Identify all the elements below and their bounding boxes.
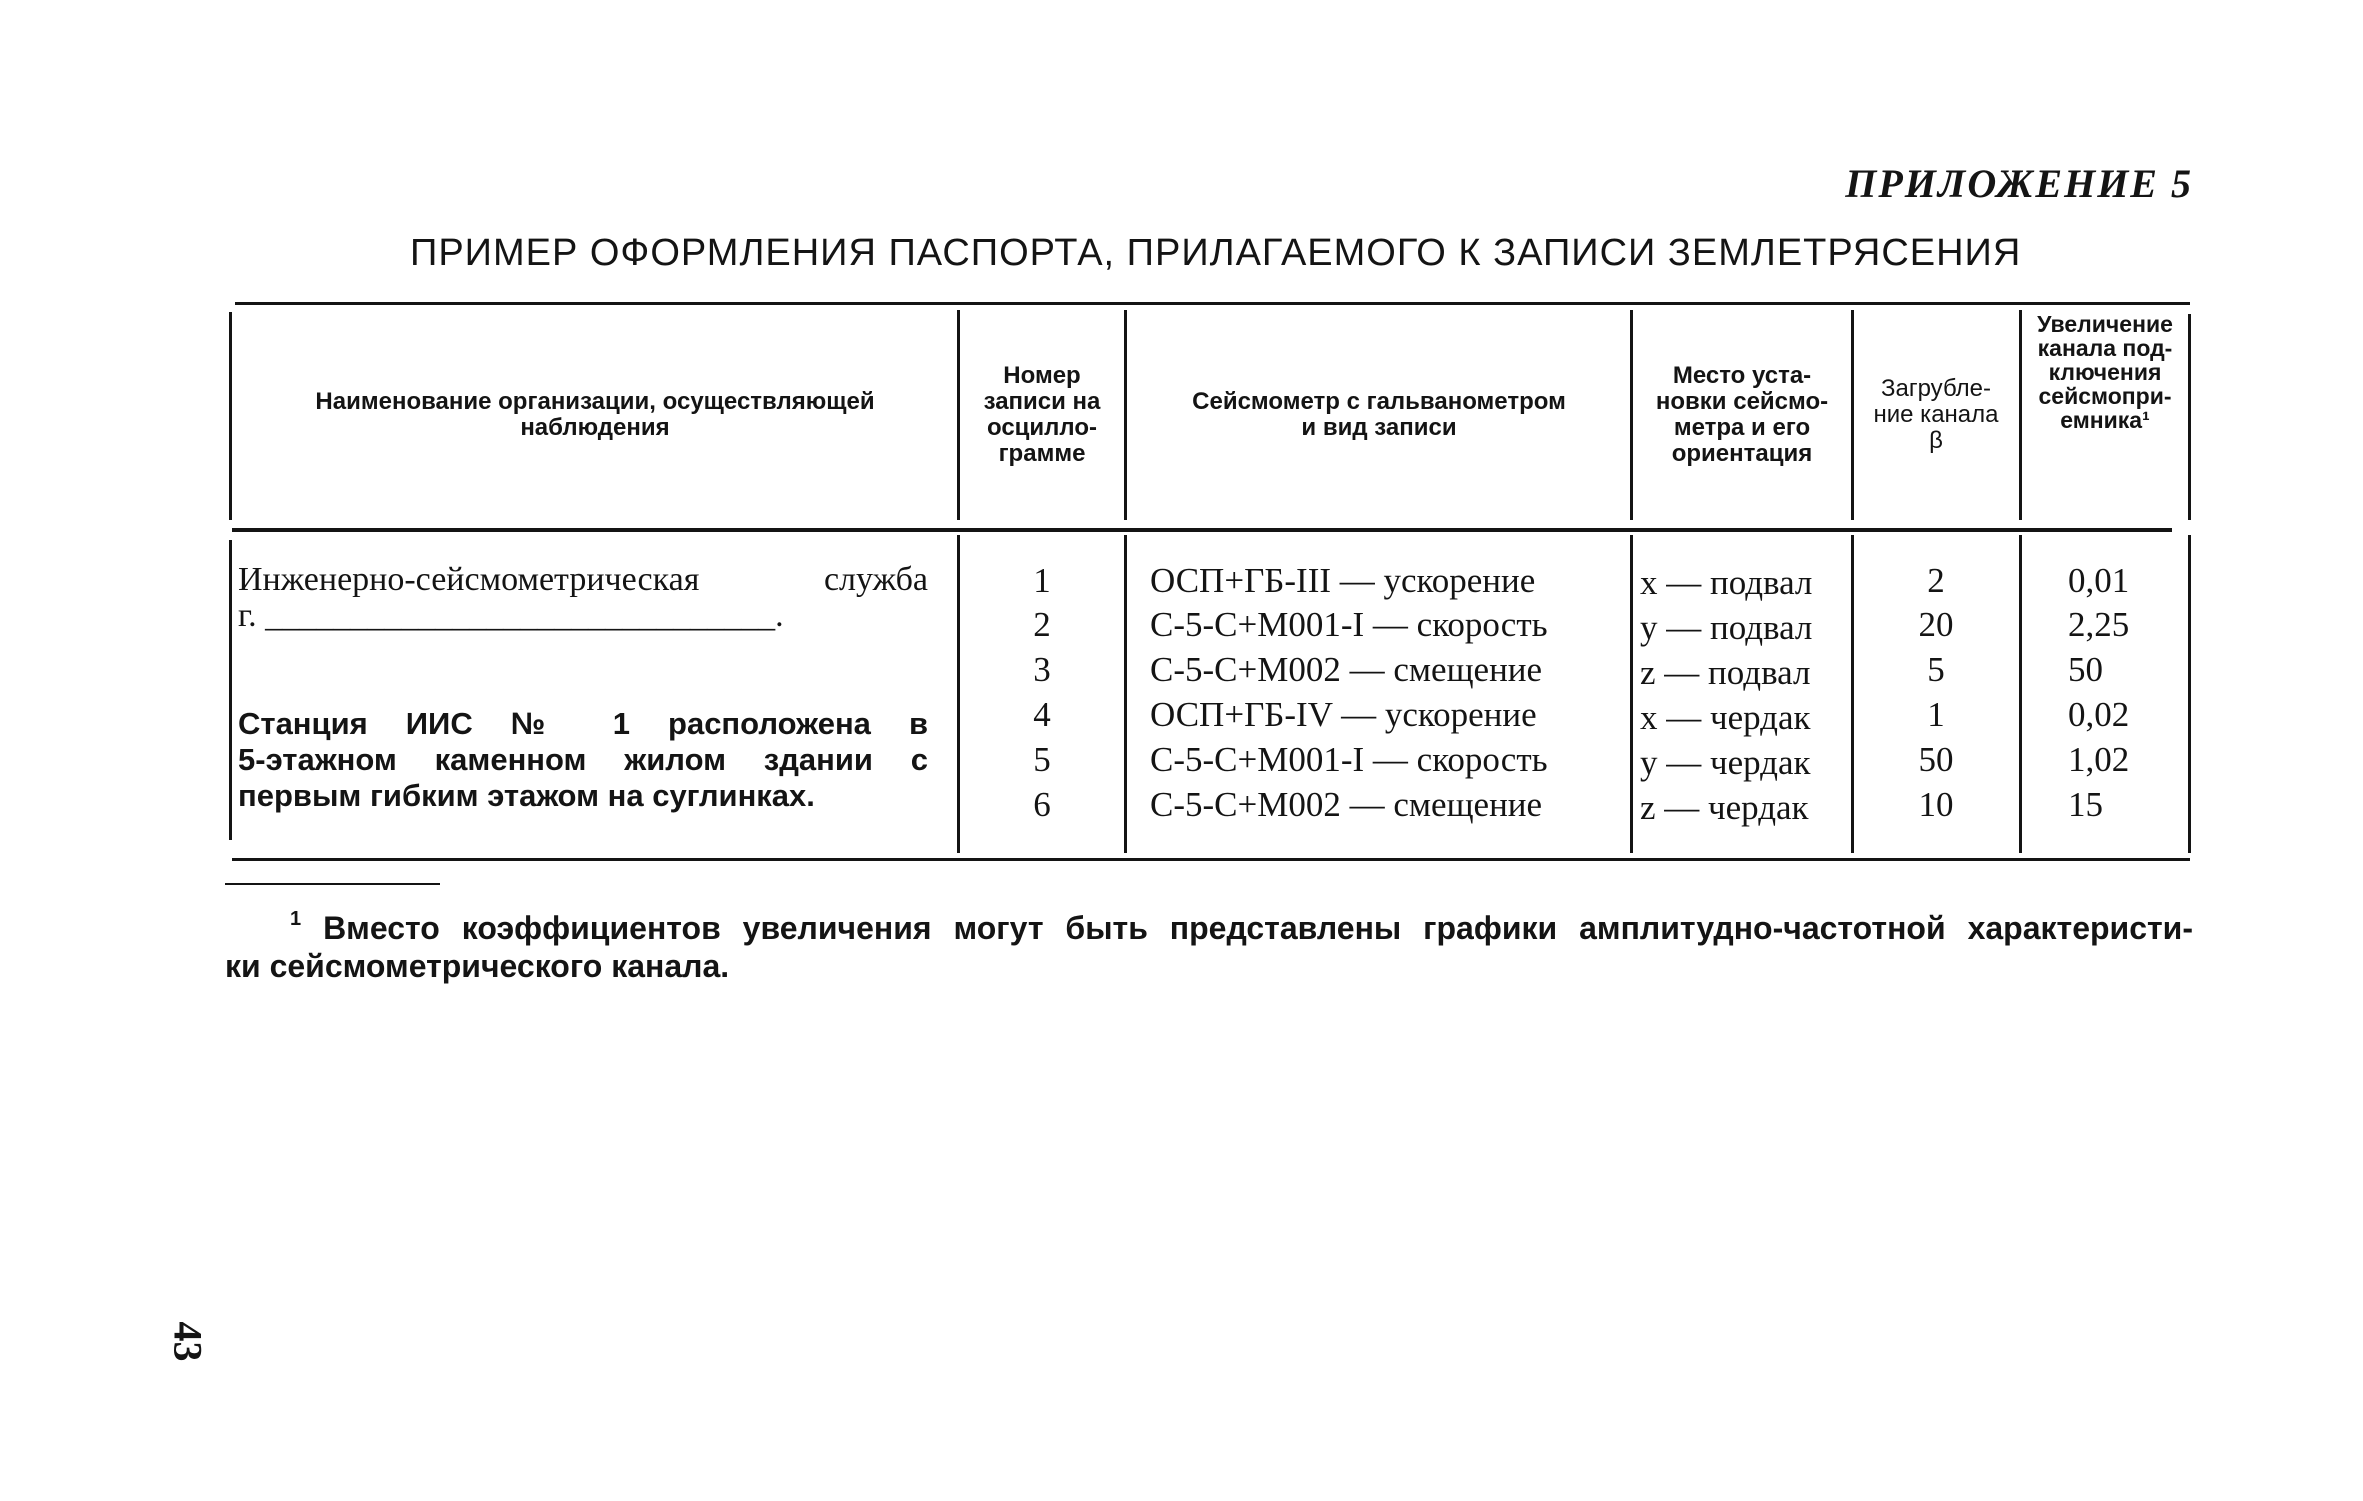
header-location: Место уста- новки сейсмо- метра и его ориентация xyxy=(1655,362,1829,467)
table-row-3-gain: 5 xyxy=(1927,650,1945,689)
footnote-separator xyxy=(225,883,440,885)
col-divider xyxy=(1124,535,1127,853)
col-divider xyxy=(1124,310,1127,520)
page-number: 43 xyxy=(165,1321,211,1362)
col-divider xyxy=(1630,535,1633,853)
col-divider xyxy=(229,540,232,840)
table-row-1-location: x — подвал xyxy=(1640,563,1813,602)
appendix-label: ПРИЛОЖЕНИЕ 5 xyxy=(1845,161,2193,206)
table-row-3-seismometer: С-5-С+М002 — смещение xyxy=(1150,650,1543,689)
col-divider xyxy=(957,535,960,853)
table-top-rule xyxy=(235,302,2190,305)
table-row-3-no: 3 xyxy=(1033,650,1051,689)
table-row-5-no: 5 xyxy=(1033,740,1051,779)
table-row-4-location: x — чердак xyxy=(1640,698,1811,737)
table-row-3-mag: 50 xyxy=(2068,650,2103,689)
footnote xyxy=(225,900,2193,985)
table-row-3-location: z — подвал xyxy=(1640,653,1811,692)
table-row-5-gain: 50 xyxy=(1918,740,1954,779)
header-org: Наименование организации, осуществляющей наблюдения xyxy=(315,388,875,441)
table-row-2-mag: 2,25 xyxy=(2068,605,2130,644)
table-row-1-mag: 0,01 xyxy=(2068,561,2130,600)
table-row-4-mag: 0,02 xyxy=(2068,695,2130,734)
header-record-no: Номер записи на осцилло- грамме xyxy=(983,362,1101,467)
footnote-line-2: ки сейсмометрического канала. xyxy=(225,948,730,984)
col-divider xyxy=(2019,535,2022,853)
col-divider xyxy=(957,310,960,520)
col-divider xyxy=(1851,310,1854,520)
table-row-4-seismometer: ОСП+ГБ-IV — ускорение xyxy=(1150,695,1537,734)
station-line-2: 5-этажном каменном жилом здании с xyxy=(238,742,928,777)
table-row-5-seismometer: С-5-С+М001-I — скорость xyxy=(1150,740,1548,779)
org-city-line: г. ______________________________. xyxy=(238,597,784,634)
table-row-2-location: y — подвал xyxy=(1640,608,1813,647)
header-magnification: Увеличение канала под- ключения сейсмопри- емника¹ xyxy=(2037,311,2173,433)
table-row-6-location: z — чердак xyxy=(1640,788,1809,827)
table-row-6-seismometer: С-5-С+М002 — смещение xyxy=(1150,785,1543,824)
org-cell xyxy=(238,562,928,814)
document-title: ПРИМЕР ОФОРМЛЕНИЯ ПАСПОРТА, ПРИЛАГАЕМОГО К ЗАПИСИ ЗЕМЛЕТРЯСЕНИЯ xyxy=(410,232,2022,274)
table-row-4-gain: 1 xyxy=(1927,695,1945,734)
table-row-2-gain: 20 xyxy=(1918,605,1954,644)
station-line-3: первым гибким этажом на суглинках. xyxy=(238,778,815,813)
table-row-6-mag: 15 xyxy=(2068,785,2103,824)
col-divider xyxy=(2188,535,2191,853)
org-line-1 xyxy=(238,562,928,598)
table-row-4-no: 4 xyxy=(1033,695,1051,734)
footnote-line-1: $^1$ Вместо коэффициентов увеличения могут быть представлены графики амплитудно-частотной характеристи- xyxy=(290,908,2194,946)
table-row-6-gain: 10 xyxy=(1918,785,1954,824)
table-row-2-seismometer: С-5-С+М001-I — скорость xyxy=(1150,605,1548,644)
col-divider xyxy=(229,312,232,520)
org-name: Инженерно-сейсмометрическая xyxy=(238,561,700,598)
header-gain: Загрубле- ние канала β xyxy=(1873,375,1999,454)
table-row-2-no: 2 xyxy=(1033,605,1051,644)
header-seismometer: Сейсмометр с гальванометром и вид записи xyxy=(1192,388,1566,441)
col-divider xyxy=(2188,314,2191,520)
station-line-1: Станция ИИС № 1 расположена в xyxy=(238,706,928,741)
footnote-mark: 1 xyxy=(290,908,302,930)
table-row-1-seismometer: ОСП+ГБ-III — ускорение xyxy=(1150,561,1536,600)
table-row-1-gain: 2 xyxy=(1927,561,1945,600)
col-divider xyxy=(1851,535,1854,853)
org-service: служба xyxy=(823,561,928,598)
table-header-rule xyxy=(232,528,2172,532)
table-row-5-mag: 1,02 xyxy=(2068,740,2130,779)
table-row-6-no: 6 xyxy=(1033,785,1051,824)
table-row-5-location: y — чердак xyxy=(1640,743,1811,782)
table-bottom-rule xyxy=(232,858,2190,861)
col-divider xyxy=(1630,310,1633,520)
table-row-1-no: 1 xyxy=(1033,561,1051,600)
